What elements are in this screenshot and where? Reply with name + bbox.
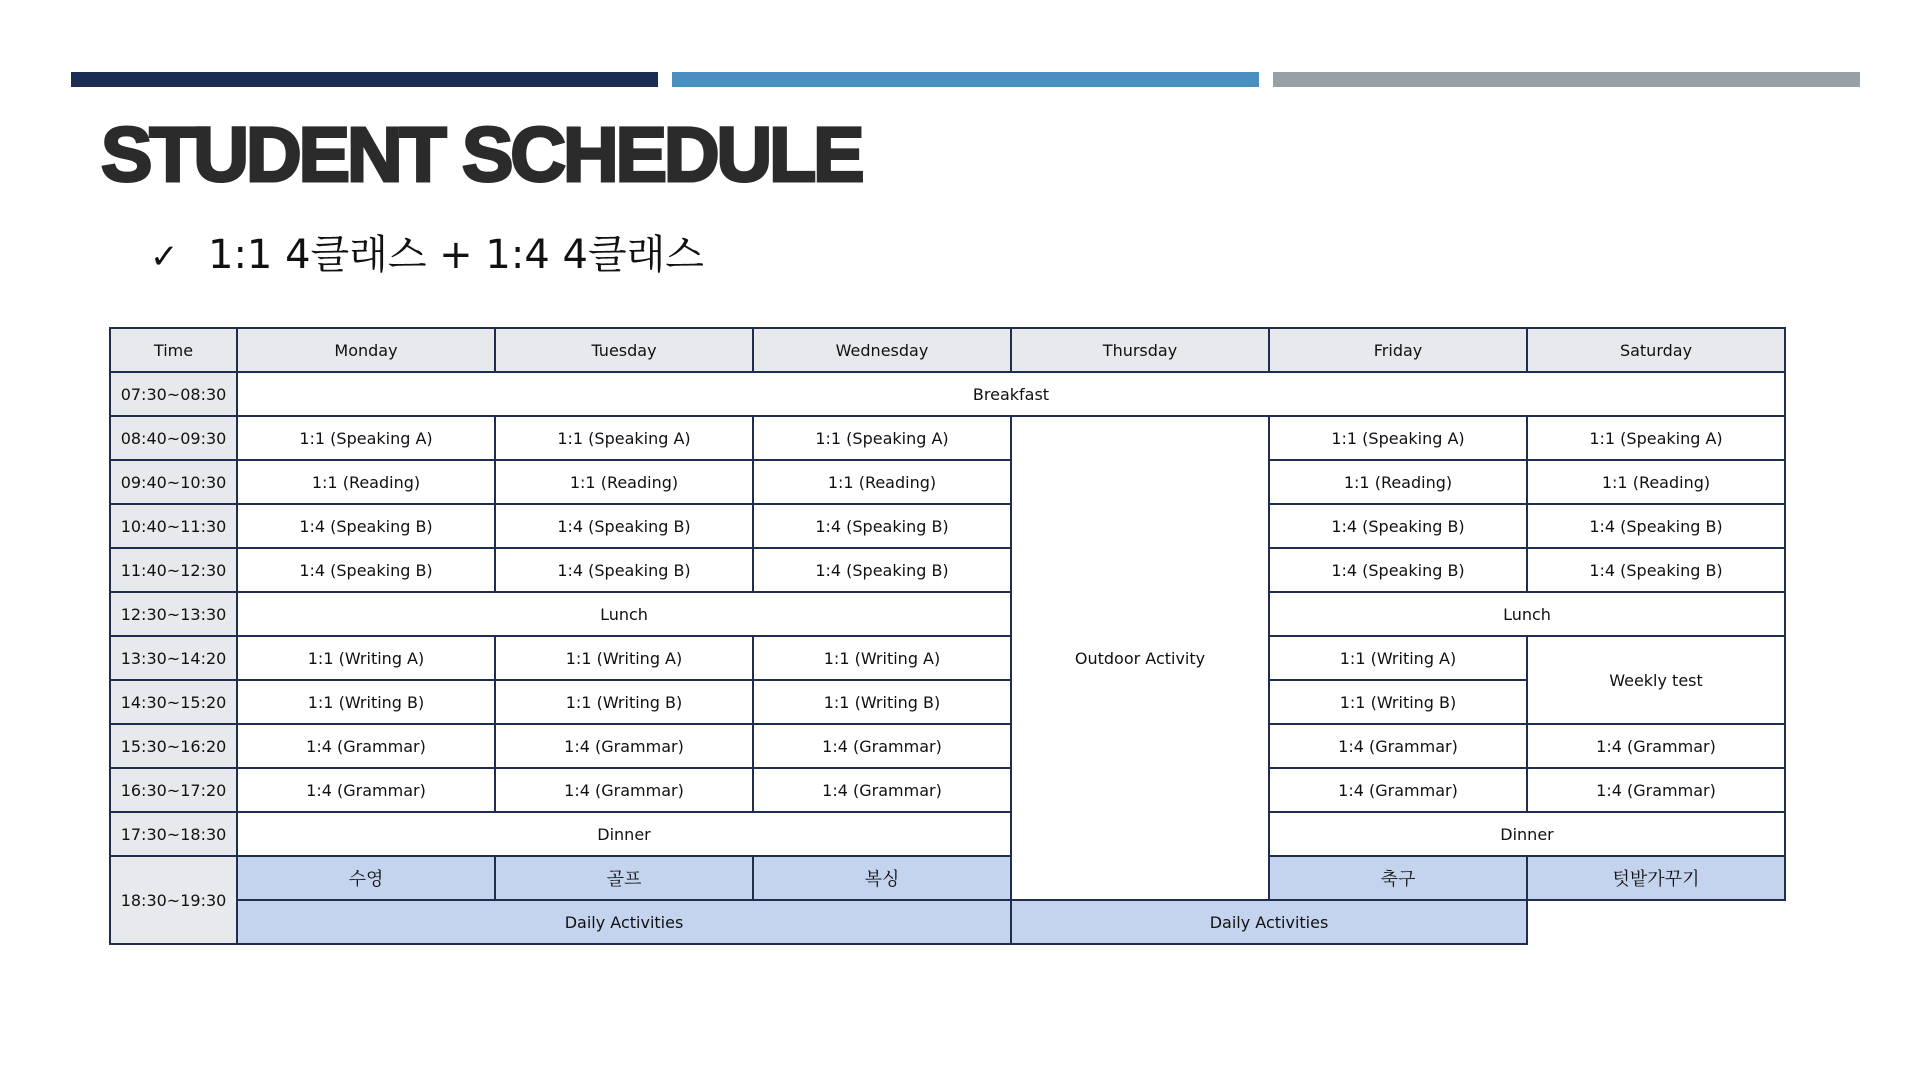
table-row bbox=[110, 416, 1785, 460]
schedule-table bbox=[109, 327, 1786, 945]
table-row bbox=[110, 812, 1785, 856]
subtitle-text: 1:1 4클래스 + 1:4 4클래스 bbox=[208, 232, 704, 278]
class-cell: 1:1 (Writing B) bbox=[495, 680, 753, 724]
class-cell: 1:1 (Reading) bbox=[1269, 460, 1527, 504]
class-cell: 1:1 (Speaking A) bbox=[753, 416, 1011, 460]
daily-activities-cell: Daily Activities bbox=[1011, 900, 1527, 944]
class-cell: 1:1 (Speaking A) bbox=[1527, 416, 1785, 460]
class-cell: 1:4 (Grammar) bbox=[753, 724, 1011, 768]
activity-cell-tuesday: 골프 bbox=[495, 856, 753, 900]
class-cell: 1:4 (Grammar) bbox=[495, 724, 753, 768]
class-cell: 1:1 (Writing B) bbox=[237, 680, 495, 724]
activity-cell-monday: 수영 bbox=[237, 856, 495, 900]
table-row bbox=[110, 724, 1785, 768]
class-cell: 1:4 (Speaking B) bbox=[753, 504, 1011, 548]
class-cell: 1:4 (Speaking B) bbox=[1269, 548, 1527, 592]
breakfast-cell: Breakfast bbox=[237, 372, 1785, 416]
class-cell: 1:1 (Writing A) bbox=[495, 636, 753, 680]
time-cell: 13:30~14:20 bbox=[110, 636, 237, 680]
time-cell: 15:30~16:20 bbox=[110, 724, 237, 768]
class-cell: 1:4 (Speaking B) bbox=[495, 504, 753, 548]
time-cell: 17:30~18:30 bbox=[110, 812, 237, 856]
table-row bbox=[110, 504, 1785, 548]
class-cell: 1:4 (Speaking B) bbox=[1269, 504, 1527, 548]
activity-cell-friday: 축구 bbox=[1269, 856, 1527, 900]
class-cell: 1:1 (Reading) bbox=[237, 460, 495, 504]
class-cell: 1:1 (Reading) bbox=[1527, 460, 1785, 504]
table-row bbox=[110, 900, 1785, 944]
class-cell: 1:4 (Grammar) bbox=[1269, 724, 1527, 768]
time-cell: 12:30~13:30 bbox=[110, 592, 237, 636]
dinner-cell: Dinner bbox=[237, 812, 1011, 856]
table-row bbox=[110, 768, 1785, 812]
header-row bbox=[110, 328, 1785, 372]
class-cell: 1:4 (Speaking B) bbox=[237, 504, 495, 548]
time-cell: 09:40~10:30 bbox=[110, 460, 237, 504]
time-cell: 14:30~15:20 bbox=[110, 680, 237, 724]
class-cell: 1:4 (Speaking B) bbox=[1527, 548, 1785, 592]
header-thursday: Thursday bbox=[1011, 328, 1269, 372]
activity-cell-saturday: 텃밭가꾸기 bbox=[1527, 856, 1785, 900]
class-cell: 1:4 (Grammar) bbox=[1527, 768, 1785, 812]
table-row bbox=[110, 636, 1785, 680]
time-cell: 16:30~17:20 bbox=[110, 768, 237, 812]
class-cell: 1:1 (Reading) bbox=[753, 460, 1011, 504]
daily-activities-cell: Daily Activities bbox=[237, 900, 1011, 944]
table-row bbox=[110, 592, 1785, 636]
header-time: Time bbox=[110, 328, 237, 372]
class-cell: 1:4 (Grammar) bbox=[237, 768, 495, 812]
time-cell: 08:40~09:30 bbox=[110, 416, 237, 460]
activity-cell-wednesday: 복싱 bbox=[753, 856, 1011, 900]
class-cell: 1:1 (Reading) bbox=[495, 460, 753, 504]
thursday-outdoor-activity-cell: Outdoor Activity bbox=[1011, 416, 1269, 900]
class-cell: 1:1 (Writing A) bbox=[1269, 636, 1527, 680]
time-cell: 18:30~19:30 bbox=[110, 856, 237, 944]
lunch-cell: Lunch bbox=[1269, 592, 1785, 636]
class-cell: 1:4 (Grammar) bbox=[753, 768, 1011, 812]
class-cell: 1:1 (Speaking A) bbox=[1269, 416, 1527, 460]
class-cell: 1:1 (Writing B) bbox=[1269, 680, 1527, 724]
table-row bbox=[110, 372, 1785, 416]
accent-bar-blue bbox=[672, 72, 1259, 87]
page-title: STUDENT SCHEDULE bbox=[101, 112, 862, 198]
class-cell: 1:1 (Speaking A) bbox=[237, 416, 495, 460]
table-row bbox=[110, 856, 1785, 900]
class-cell: 1:1 (Speaking A) bbox=[495, 416, 753, 460]
time-cell: 07:30~08:30 bbox=[110, 372, 237, 416]
dinner-cell: Dinner bbox=[1269, 812, 1785, 856]
class-cell: 1:4 (Grammar) bbox=[1527, 724, 1785, 768]
header-saturday: Saturday bbox=[1527, 328, 1785, 372]
header-tuesday: Tuesday bbox=[495, 328, 753, 372]
class-cell: 1:1 (Writing B) bbox=[753, 680, 1011, 724]
subtitle bbox=[150, 230, 704, 282]
header-monday: Monday bbox=[237, 328, 495, 372]
class-cell: 1:4 (Grammar) bbox=[237, 724, 495, 768]
time-cell: 10:40~11:30 bbox=[110, 504, 237, 548]
class-cell: 1:4 (Speaking B) bbox=[237, 548, 495, 592]
accent-bar-navy bbox=[71, 72, 658, 87]
class-cell: 1:4 (Speaking B) bbox=[753, 548, 1011, 592]
table-row bbox=[110, 548, 1785, 592]
class-cell: 1:4 (Speaking B) bbox=[1527, 504, 1785, 548]
lunch-cell: Lunch bbox=[237, 592, 1011, 636]
table-row bbox=[110, 460, 1785, 504]
time-cell: 11:40~12:30 bbox=[110, 548, 237, 592]
header-friday: Friday bbox=[1269, 328, 1527, 372]
class-cell: 1:1 (Writing A) bbox=[753, 636, 1011, 680]
accent-bar-gray bbox=[1273, 72, 1860, 87]
checkmark-icon: ✓ bbox=[150, 237, 179, 277]
class-cell: 1:4 (Speaking B) bbox=[495, 548, 753, 592]
class-cell: 1:1 (Writing A) bbox=[237, 636, 495, 680]
header-wednesday: Wednesday bbox=[753, 328, 1011, 372]
weekly-test-cell: Weekly test bbox=[1527, 636, 1785, 724]
class-cell: 1:4 (Grammar) bbox=[1269, 768, 1527, 812]
class-cell: 1:4 (Grammar) bbox=[495, 768, 753, 812]
